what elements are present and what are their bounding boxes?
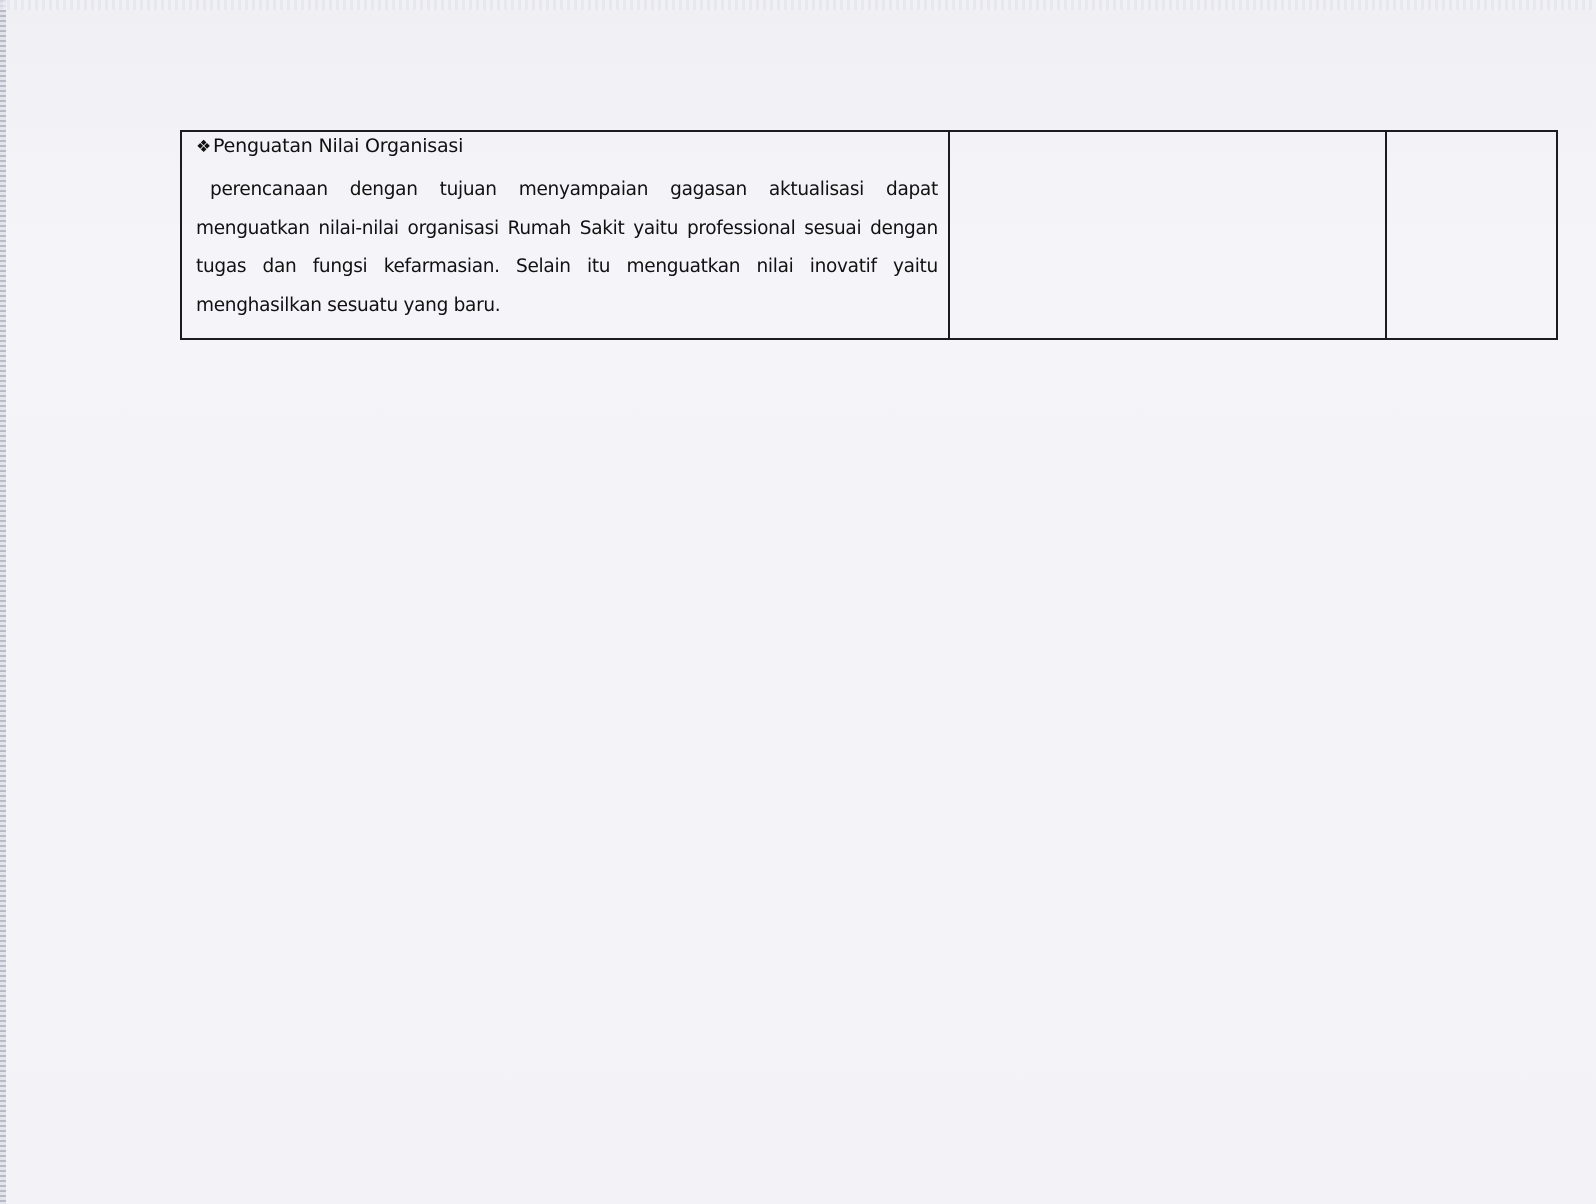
section-heading xyxy=(196,135,938,157)
diamond-bullet-icon: ❖ xyxy=(196,137,212,157)
binding-edge xyxy=(0,0,6,1204)
evaluation-table xyxy=(180,130,1558,340)
empty-right-cell xyxy=(1386,131,1557,339)
description-cell xyxy=(181,131,949,339)
table-row xyxy=(181,131,1557,339)
section-paragraph: perencanaan dengan tujuan menyampaian gagasan aktualisasi dapat menguatkan nilai-nilai organisasi Rumah Sakit yaitu professional sesuai dengan tugas dan fungsi kefarmasian. Selain itu menguatkan nilai inovatif yaitu menghasilkan sesuatu yang baru. xyxy=(196,179,938,316)
section-heading-text: Penguatan Nilai Organisasi xyxy=(213,135,464,157)
scan-edge-noise xyxy=(0,0,1596,10)
empty-middle-cell xyxy=(949,131,1386,339)
